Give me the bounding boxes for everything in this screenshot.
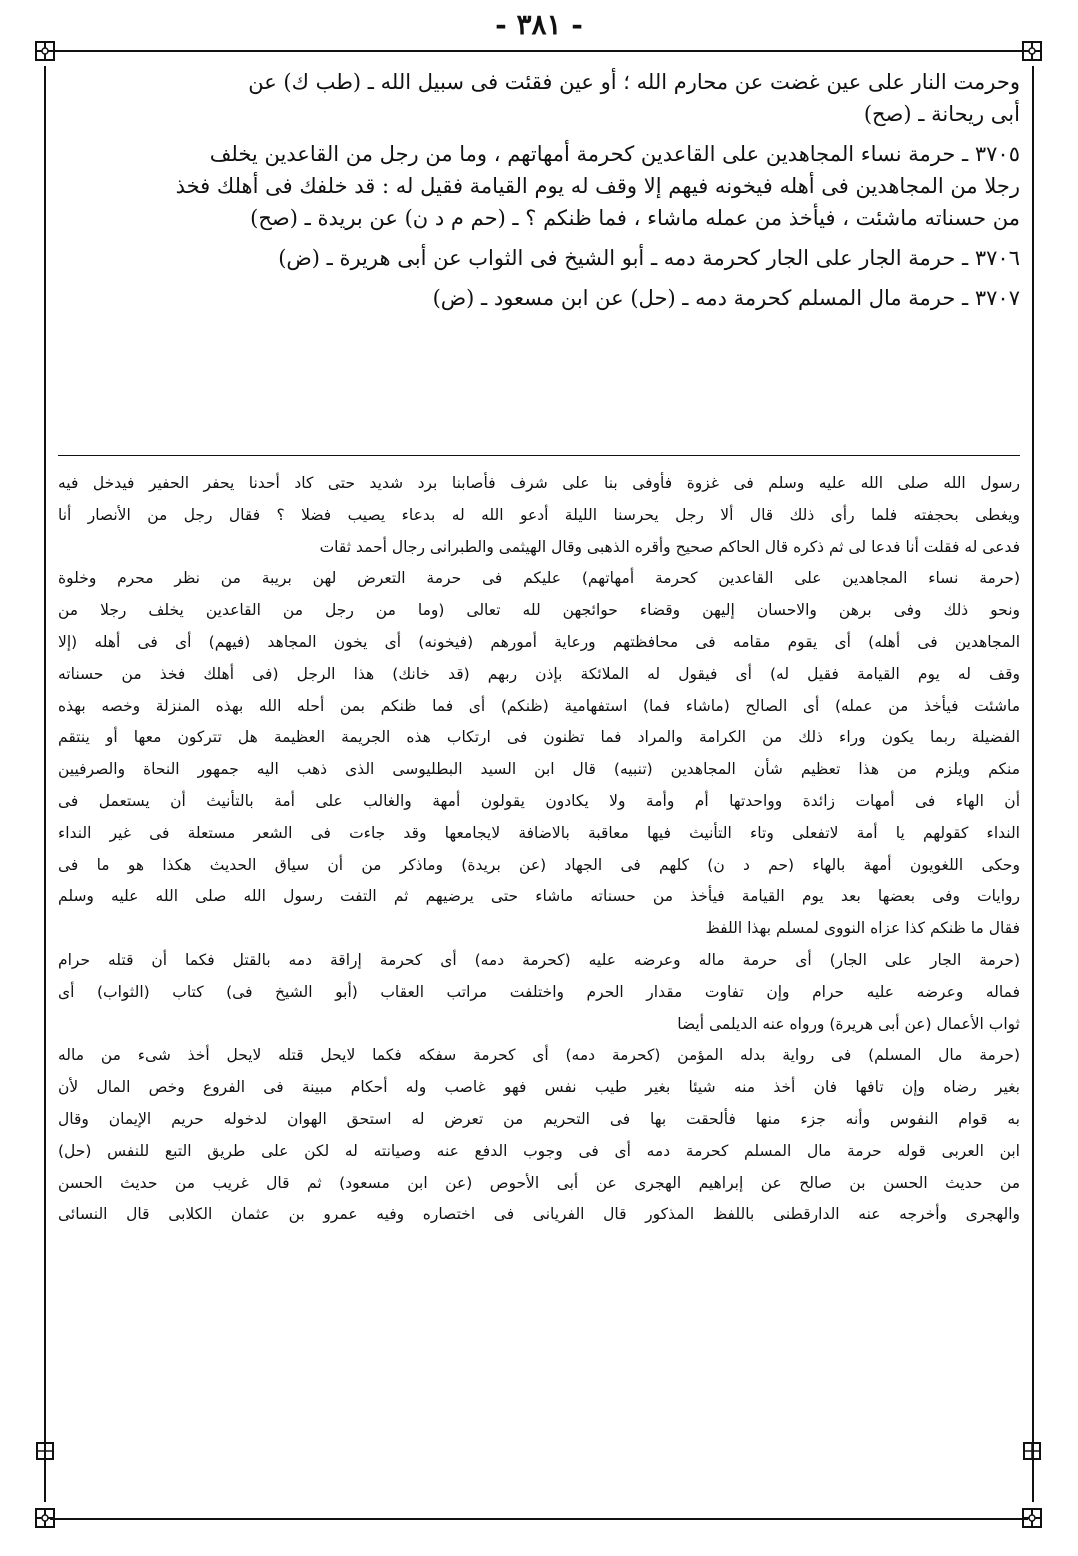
text-line: من حسناته ماشئت ، فيأخذ من عمله ماشاء ، فما ظنكم ؟ ـ (حم م د ن) عن بريدة ـ (صح)	[250, 206, 1020, 230]
text-line: (حرمة مال المسلم) فى رواية بدله المؤمن (كحرمة دمه) أى كحرمة سفكه فكما لايحل قتله لايحل أخذ شىء من ماله	[58, 1046, 1020, 1065]
frame-left-rule	[44, 66, 46, 1502]
commentary-paragraph	[58, 468, 1020, 563]
text-line: من حديث الحسن بن صالح عن إبراهيم الهجرى عن أبى الأحوص (عن ابن مسعود) ثم قال غريب من حديث الحسن	[58, 1173, 1020, 1192]
text-line: رسول الله صلى الله عليه وسلم فى غزوة فأوفى بنا على شرف فأصابنا برد شديد حتى كاد أحدنا يحفر الحفير فيدخل فيه	[58, 474, 1020, 492]
text-line: وحرمت النار على عين غضت عن محارم الله ؛ أو عين فقئت فى سبيل الله ـ (طب ك) عن	[248, 70, 1020, 94]
frame-right-rule	[1032, 66, 1034, 1502]
hadith-entry	[58, 242, 1020, 274]
hadith-entry	[58, 66, 1020, 130]
hadith-entry	[58, 282, 1020, 314]
page-number: - ٣٨١ -	[495, 8, 583, 41]
text-line: أن الهاء فى أمهات زائدة وواحدتها أم وأمة ولا يكادون يقولون أمهة والغالب على أمة بالتأنيث أن يستعمل فى	[58, 791, 1020, 810]
text-line: رجلا من المجاهدين فى أهله فيخونه فيهم إلا وقف له يوم القيامة فقيل له : قد خلفك فى أهلك فخذ	[175, 174, 1020, 198]
text-line: وحكى اللغويون أمهة بالهاء (حم د ن) كلهم فى الجهاد (عن بريدة) وماذكر من أن سياق الحديث هكذا هو ما فى	[58, 855, 1020, 874]
hadith-entry	[58, 138, 1020, 234]
text-line: المجاهدين فى أهله) أى يقوم مقامه فى محافظتهم ورعاية أمورهم (فيخونه) أى يخون المجاهد (فيهم) أى فى أهله (إلا	[58, 632, 1020, 651]
commentary-block	[58, 468, 1020, 1231]
text-line: (حرمة الجار على الجار) أى حرمة ماله وعرضه عليه (كحرمة دمه) أى كحرمة إراقة دمه بالقتل فكما أن قتله حرام	[58, 950, 1020, 969]
text-line: ثواب الأعمال (عن أبى هريرة) ورواه عنه الديلمى أيضا	[677, 1014, 1020, 1033]
text-line: ونحو ذلك وفى برهن والاحسان إليهن وقضاء حوائجهن لله تعالى (وما من رجل من القاعدين يخلف رجلا من	[58, 601, 1020, 620]
frame-bottom-rule	[50, 1518, 1028, 1520]
text-line: (حرمة نساء المجاهدين على القاعدين كحرمة أمهاتهم) عليكم فى حرمة التعرض لهن بريبة من نظر محرم وخلوة	[58, 569, 1020, 588]
corner-ornament-icon	[34, 40, 56, 62]
side-ornament-icon	[34, 1440, 56, 1462]
commentary-paragraph	[58, 1040, 1020, 1231]
section-divider	[58, 455, 1020, 456]
text-line: الفضيلة ربما يكون وراء ذلك من الكرامة والمراد فما تظنون فى ارتكاب هذه الجريمة العظيمة هل تتركون معها أو ينتقم	[58, 728, 1020, 747]
side-ornament-icon	[1021, 1440, 1043, 1462]
text-line: بغير رضاه وإن تافها فان أخذ منه شيئا بغير طيب نفس فهو غاصب وله أحكام مبينة فى الفروع وخص المال لأن	[58, 1078, 1020, 1097]
text-line: ٣٧٠٧ ـ حرمة مال المسلم كحرمة دمه ـ (حل) عن ابن مسعود ـ (ض)	[432, 286, 1020, 310]
text-line: فدعى له فقلت أنا فدعا لى ثم ذكره قال الحاكم صحيح وأقره الذهبى وقال الهيثمى والطبرانى رجال أحمد ثقات	[319, 537, 1020, 556]
corner-ornament-icon	[1021, 1507, 1043, 1529]
text-line: روايات وفى بعضها بعد يوم القيامة فيأخذ من حسناته ماشاء حتى يرضيهم ثم التفت رسول الله صلى الله عليه وسلم	[58, 887, 1020, 906]
text-line: منكم ويلزم من هذا تعظيم شأن المجاهدين (تنبيه) قال ابن السيد البطليوسى الذى ذهب اليه جمهور النحاة والصرفيين	[58, 760, 1020, 779]
text-line: النداء كقولهم يا أمة لاتفعلى وتاء التأنيث فيها معاقبة بالاضافة لايجامعها وقد جاءت فى الشعر مستعلة فى غير النداء	[58, 823, 1020, 842]
text-line: ابن العربى قوله حرمة مال المسلم كحرمة دمه أى فى وجوب الدفع عنه وصيانته له لكن على طريق التبع للنفس (حل)	[58, 1141, 1020, 1160]
text-line: وقف له يوم القيامة فقيل له) أى فيقول له الملائكة بإذن ربهم (قد خانك) هذا الرجل (فى أهلك فخذ من حسناته	[58, 664, 1020, 683]
commentary-paragraph	[58, 563, 1020, 945]
corner-ornament-icon	[34, 1507, 56, 1529]
text-line: ٣٧٠٥ ـ حرمة نساء المجاهدين على القاعدين كحرمة أمهاتهم ، وما من رجل من القاعدين يخلف	[209, 142, 1020, 166]
hadith-text-block	[58, 66, 1020, 322]
text-line: ٣٧٠٦ ـ حرمة الجار على الجار كحرمة دمه ـ أبو الشيخ فى الثواب عن أبى هريرة ـ (ض)	[278, 246, 1020, 270]
text-line: ماشئت فيأخذ من عمله) أى الصالح (ماشاء فما) استفهامية (ظنكم) أى فما ظنكم بمن أحله الله بهذه المنزلة وخصه بهذه	[58, 696, 1020, 715]
text-line: أبى ريحانة ـ (صح)	[863, 102, 1020, 126]
text-line: به قوام النفوس وأنه جزء منها فألحقت بها فى التحريم من تعرض له استحق الهوان لدخوله حريم الإيمان وقال	[58, 1109, 1020, 1128]
text-line: ويغطى بحجفته فلما رأى ذلك قال ألا رجل يحرسنا الليلة أدعو الله له بدعاء يصيب فضلا ؟ فقال رجل من الأنصار أنا	[58, 505, 1020, 524]
text-line: فقال ما ظنكم كذا عزاه النووى لمسلم بهذا اللفظ	[705, 919, 1020, 938]
text-line: فماله وعرضه عليه حرام وإن تفاوت مقدار الحرم واختلفت مراتب العقاب (أبو الشيخ فى) كتاب (الثواب) أى	[58, 982, 1020, 1001]
corner-ornament-icon	[1021, 40, 1043, 62]
text-line: والهجرى وأخرجه عنه الدارقطنى باللفظ المذكور قال الفريانى فى اختصاره وفيه عمرو بن عثمان الكلابى قال النسائى	[58, 1205, 1020, 1224]
commentary-paragraph	[58, 945, 1020, 1040]
frame-top-rule	[50, 50, 1028, 52]
